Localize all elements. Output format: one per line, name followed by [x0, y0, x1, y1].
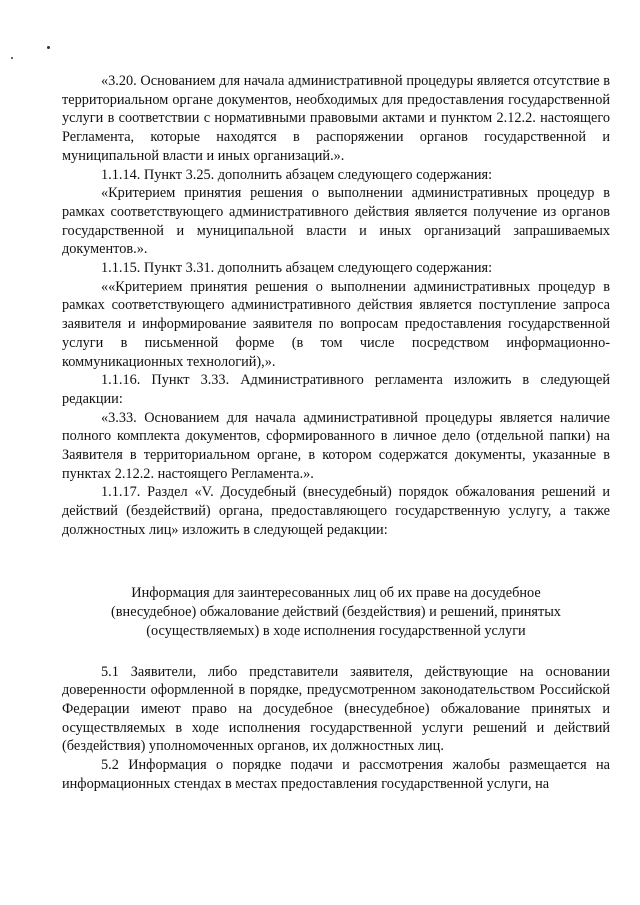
- paragraph-3-25-quote: «Критерием принятия решения о выполнении административных процедур в рамках соответствующего административного действия является получение из органов государственной и муниципальной власти и иных организаций запрашиваемых документов.».: [62, 185, 610, 258]
- paragraph-1-1-15: 1.1.15. Пункт 3.31. дополнить абзацем следующего содержания:: [101, 260, 493, 277]
- paragraph-1-1-16: 1.1.16. Пункт 3.33. Административного регламента изложить в следующей редакции:: [62, 372, 610, 407]
- paragraph-3-33-quote: «3.33. Основанием для начала административной процедуры является наличие полного комплекта документов, сформированного в личное дело (отдельной папки) на Заявителя в территориальном органе, в котором содержатся документы, указанные в пунктах 2.12.2. настоящего Регламента.».: [62, 409, 610, 482]
- paragraph-3-20: «3.20. Основанием для начала административной процедуры является отсутствие в территориальном органе документов, необходимых для предоставления государственной услуги в соответствии с нормативными правовыми актами и пунктом 2.12.2. настоящего Регламента, которые находятся в распоряжении органов государственной и муниципальной власти и иных организаций.».: [62, 73, 610, 164]
- paragraph-5-2: 5.2 Информация о порядке подачи и рассмотрения жалобы размещается на информационных стендах в местах предоставления государственной услуги, на: [62, 757, 610, 792]
- paragraph-1-1-17: 1.1.17. Раздел «V. Досудебный (внесудебный) порядок обжалования решений и действий (бездействий) органа, предоставляющего государственную услугу, а также должностных лиц» изложить в следующей редакции:: [62, 484, 610, 538]
- heading-line: Информация для заинтересованных лиц об их праве на досудебное: [131, 584, 541, 601]
- paragraph-3-31-quote: ««Критерием принятия решения о выполнении административных процедур в рамках соответствующего административного действия является поступление запроса заявителя и информирование заявителя по вопросам предоставления государственной услуги в письменной форме (в том числе посредством информационно-коммуникационных технологий),».: [62, 278, 610, 370]
- paragraph-1-1-14: 1.1.14. Пункт 3.25. дополнить абзацем следующего содержания:: [101, 166, 493, 183]
- paragraph-5-1: 5.1 Заявители, либо представители заявителя, действующие на основании доверенности оформленной в порядке, предусмотренном законодательством Российской Федерации имеют право на досудебное (внесудебное) обжалование принятых и осуществляемых в ходе исполнения государственной услуги решений и действий (бездействия) уполномоченных органов, их должностных лиц.: [62, 663, 610, 755]
- section-heading: [62, 584, 610, 641]
- scan-speck: [47, 46, 50, 49]
- heading-line: (осуществляемых) в ходе исполнения государственной услуги: [146, 622, 526, 639]
- scan-speck: [11, 57, 13, 59]
- heading-line: (внесудебное) обжалование действий (бездействия) и решений, принятых: [111, 603, 561, 620]
- document-body: [62, 72, 610, 794]
